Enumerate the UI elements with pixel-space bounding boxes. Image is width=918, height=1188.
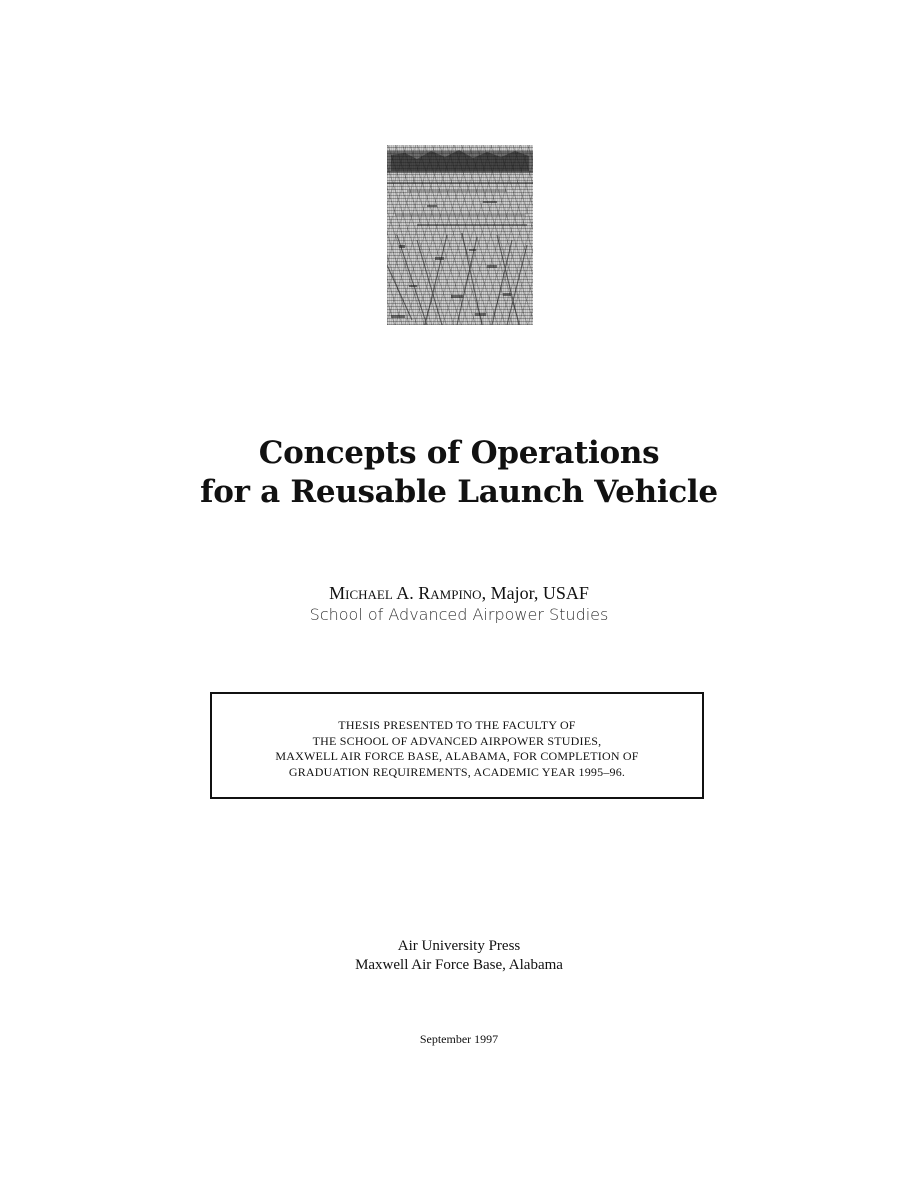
cover-emblem-image [387,145,533,325]
author-line [0,582,918,604]
publisher-block [0,937,918,975]
author-affiliation: School of Advanced Airpower Studies [309,605,609,624]
thesis-line: THE SCHOOL OF ADVANCED AIRPOWER STUDIES, [312,733,602,748]
publisher-name: Air University Press [397,938,521,954]
author-name: Michael A. Rampino [329,583,482,603]
publication-date: September 1997 [419,1032,499,1046]
thesis-line: MAXWELL AIR FORCE BASE, ALABAMA, FOR COMPLETION OF [275,749,639,763]
author-rank: Major, USAF [490,583,589,603]
thesis-line: GRADUATION REQUIREMENTS, ACADEMIC YEAR 1995–96. [288,764,626,779]
title-line-1: Concepts of Operations [258,435,660,471]
publisher-location: Maxwell Air Force Base, Alabama [355,957,563,973]
thesis-line: THESIS PRESENTED TO THE FACULTY OF [338,718,576,732]
thesis-statement-box [210,692,704,799]
title-line-2: for a Reusable Launch Vehicle [200,474,718,510]
author-separator: , [481,583,491,603]
halftone-image-icon [387,145,533,325]
